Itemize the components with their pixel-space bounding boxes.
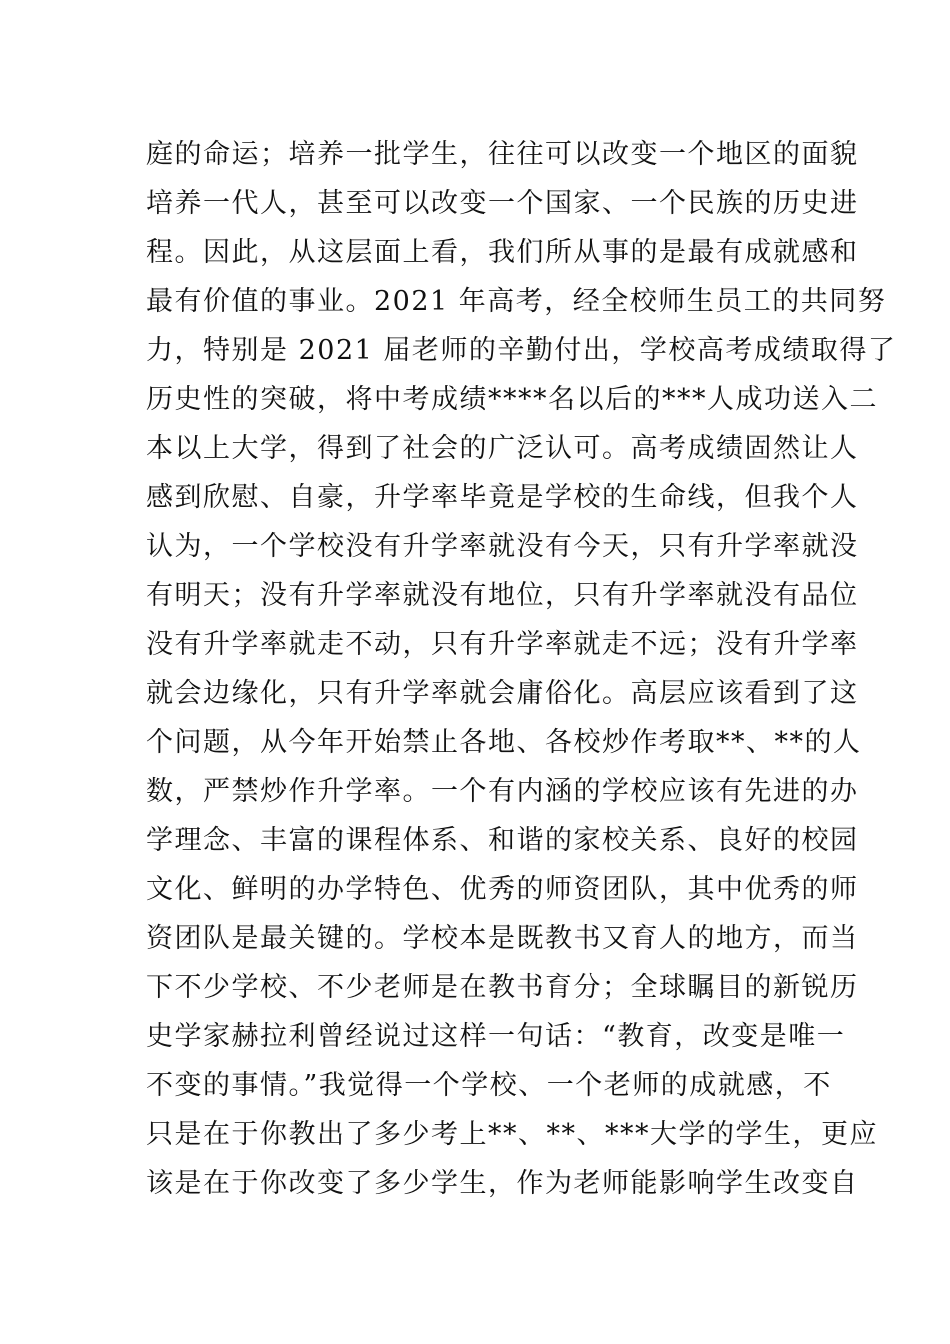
text-line: 认为，一个学校没有升学率就没有今天，只有升学率就没 [146,531,859,562]
text-line: 感到欣慰、自豪，升学率毕竟是学校的生命线，但我个人 [146,482,859,513]
text-line: 史学家赫拉利曾经说过这样一句话：“教育，改变是唯一 [146,1021,846,1052]
text-line: 下不少学校、不少老师是在教书育分；全球瞩目的新锐历 [146,972,859,1003]
text-line: 学理念、丰富的课程体系、和谐的家校关系、良好的校园 [146,825,859,856]
text-line: 数，严禁炒作升学率。一个有内涵的学校应该有先进的办 [146,776,859,807]
text-line: 最有价值的事业。2021 年高考，经全校师生员工的共同努 [146,286,887,317]
text-line: 就会边缘化，只有升学率就会庸俗化。高层应该看到了这 [146,678,859,709]
body-text [146,130,897,1208]
text-line: 力，特别是 2021 届老师的辛勤付出，学校高考成绩取得了 [146,335,897,366]
text-line: 历史性的突破，将中考成绩****名以后的***人成功送入二 [146,384,878,415]
text-line: 该是在于你改变了多少学生，作为老师能影响学生改变自 [146,1168,859,1199]
text-line: 只是在于你教出了多少考上**、**、***大学的学生，更应 [146,1119,878,1150]
text-line: 个问题，从今年开始禁止各地、各校炒作考取**、**的人 [146,727,862,758]
text-line: 有明天；没有升学率就没有地位，只有升学率就没有品位 [146,580,859,611]
text-line: 没有升学率就走不动，只有升学率就走不远；没有升学率 [146,629,859,660]
text-line: 本以上大学，得到了社会的广泛认可。高考成绩固然让人 [146,433,859,464]
text-line: 文化、鲜明的办学特色、优秀的师资团队，其中优秀的师 [146,874,859,905]
text-line: 资团队是最关键的。学校本是既教书又育人的地方，而当 [146,923,859,954]
text-line: 培养一代人，甚至可以改变一个国家、一个民族的历史进 [146,188,859,219]
text-line: 庭的命运；培养一批学生，往往可以改变一个地区的面貌 [146,139,859,170]
text-line: 不变的事情。”我觉得一个学校、一个老师的成就感，不 [146,1070,832,1101]
text-line: 程。因此，从这层面上看，我们所从事的是最有成就感和 [146,237,859,268]
